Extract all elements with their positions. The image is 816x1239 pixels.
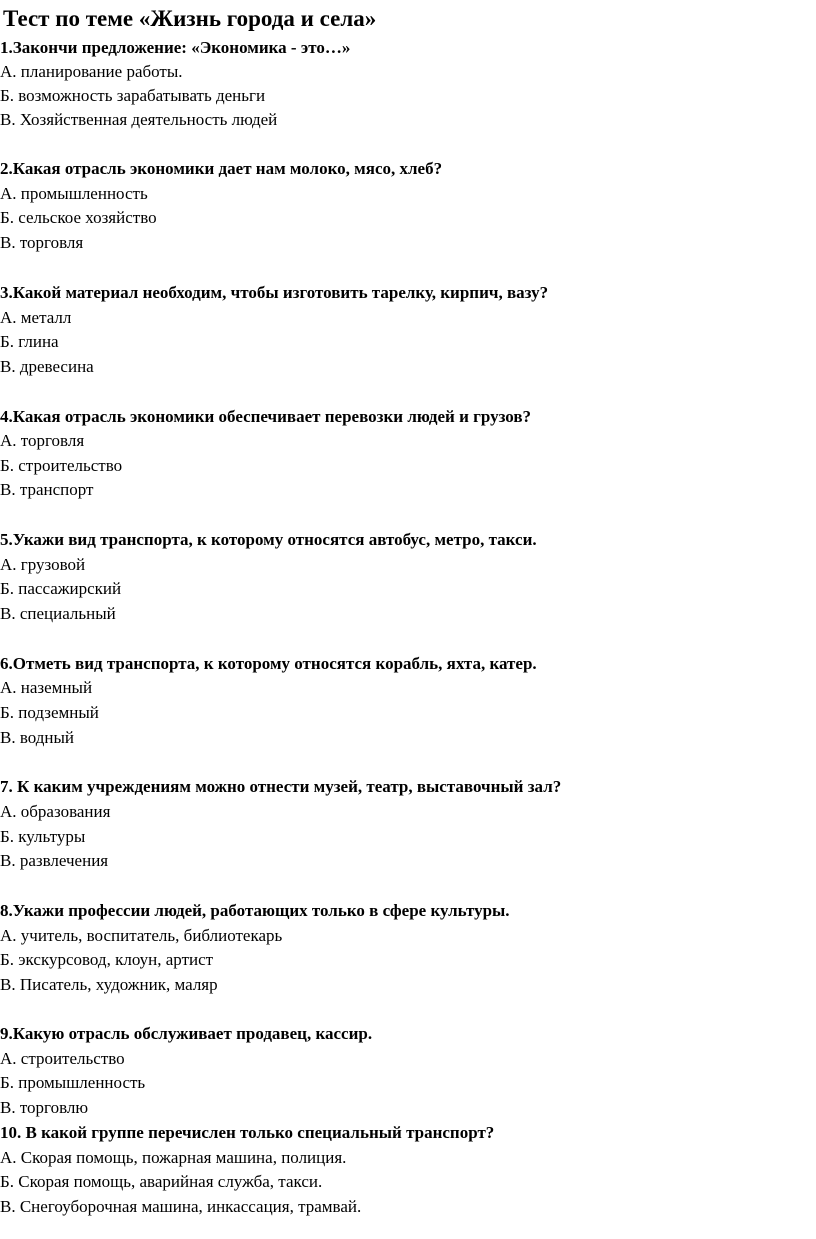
question-7-text: 7. К каким учреждениям можно отнести музей, театр, выставочный зал?	[0, 777, 562, 796]
question-3-option-b: Б. глина	[0, 332, 59, 351]
question-2-option-c: В. торговля	[0, 233, 84, 252]
question-6-option-c: В. водный	[0, 728, 75, 747]
question-3-option-c: В. древесина	[0, 357, 94, 376]
question-1-text: 1.Закончи предложение: «Экономика - это…»	[0, 38, 351, 57]
question-7-option-c: В. развлечения	[0, 851, 109, 870]
question-3-option-a: А. металл	[0, 308, 72, 327]
question-7-option-a: А. образования	[0, 802, 111, 821]
question-6-text: 6.Отметь вид транспорта, к которому относятся корабль, яхта, катер.	[0, 654, 537, 673]
question-7-option-b: Б. культуры	[0, 827, 86, 846]
question-5-text: 5.Укажи вид транспорта, к которому относятся автобус, метро, такси.	[0, 530, 537, 549]
question-2-option-a: А. промышленность	[0, 184, 148, 203]
question-10-option-c: В. Снегоуборочная машина, инкассация, трамвай.	[0, 1197, 362, 1216]
question-1-option-b: Б. возможность зарабатывать деньги	[0, 86, 266, 105]
question-4-option-a: А. торговля	[0, 431, 85, 450]
question-4-text: 4.Какая отрасль экономики обеспечивает перевозки людей и грузов?	[0, 407, 532, 426]
question-2-option-b: Б. сельское хозяйство	[0, 208, 157, 227]
question-9-option-c: В. торговлю	[0, 1098, 89, 1117]
question-4-option-b: Б. строительство	[0, 456, 123, 475]
question-8-option-b: Б. экскурсовод, клоун, артист	[0, 950, 214, 969]
question-1-option-c: В. Хозяйственная деятельность людей	[0, 110, 278, 129]
question-9-text: 9.Какую отрасль обслуживает продавец, кассир.	[0, 1024, 373, 1043]
question-2-text: 2.Какая отрасль экономики дает нам молоко, мясо, хлеб?	[0, 159, 443, 178]
question-6-option-b: Б. подземный	[0, 703, 99, 722]
question-1-option-a: А. планирование работы.	[0, 62, 183, 81]
question-10-option-b: Б. Скорая помощь, аварийная служба, такси.	[0, 1172, 323, 1191]
question-5-option-b: Б. пассажирский	[0, 579, 122, 598]
question-10-text: 10. В какой группе перечислен только специальный транспорт?	[0, 1123, 495, 1142]
question-10-option-a: А. Скорая помощь, пожарная машина, полиция.	[0, 1148, 347, 1167]
question-9-option-b: Б. промышленность	[0, 1073, 146, 1092]
question-8-text: 8.Укажи профессии людей, работающих только в сфере культуры.	[0, 901, 510, 920]
question-8-option-c: В. Писатель, художник, маляр	[0, 975, 218, 994]
question-9-option-a: А. строительство	[0, 1049, 125, 1068]
document-title: Тест по теме «Жизнь города и села»	[3, 6, 377, 31]
question-3-text: 3.Какой материал необходим, чтобы изготовить тарелку, кирпич, вазу?	[0, 283, 549, 302]
question-6-option-a: А. наземный	[0, 678, 93, 697]
question-5-option-a: А. грузовой	[0, 555, 86, 574]
question-8-option-a: А. учитель, воспитатель, библиотекарь	[0, 926, 283, 945]
question-4-option-c: В. транспорт	[0, 480, 94, 499]
question-5-option-c: В. специальный	[0, 604, 116, 623]
